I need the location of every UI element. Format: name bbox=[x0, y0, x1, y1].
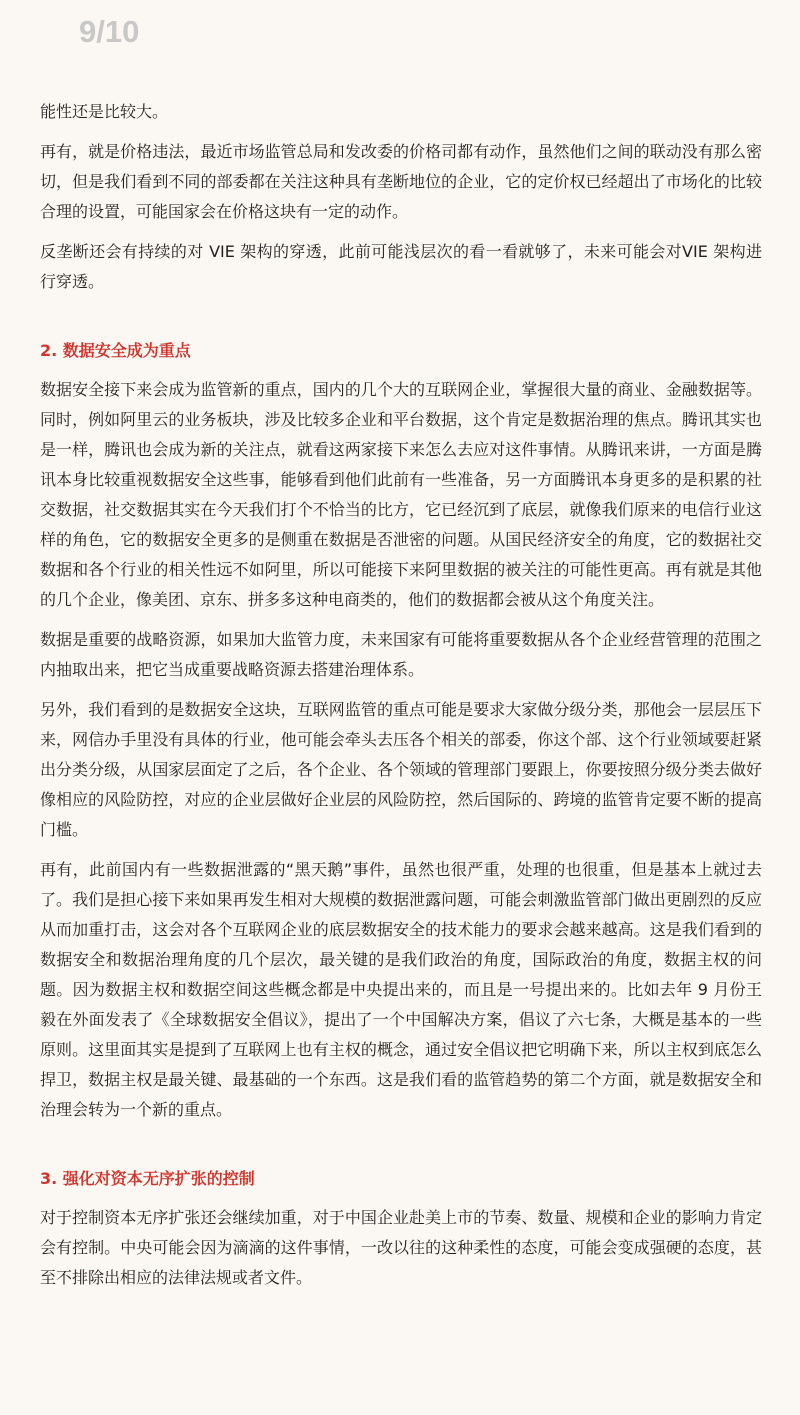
paragraph: 对于控制资本无序扩张还会继续加重，对于中国企业赴美上市的节奏、数量、规模和企业的影响力肯定会有控制。中央可能会因为滴滴的这件事情，一改以往的这种柔性的态度，可能会变成强硬的态度，甚至不排除出相应的法律法规或者文件。 bbox=[40, 1208, 762, 1287]
paragraph: 再有，就是价格违法，最近市场监管总局和发改委的价格司都有动作，虽然他们之间的联动没有那么密切，但是我们看到不同的部委都在关注这种具有垄断地位的企业，它的定价权已经超出了市场化的比较合理的设置，可能国家会在价格这块有一定的动作。 bbox=[40, 142, 762, 221]
paragraph: 再有，此前国内有一些数据泄露的“黑天鹅”事件，虽然也很严重，处理的也很重，但是基本上就过去了。我们是担心接下来如果再发生相对大规模的数据泄露问题，可能会刺激监管部门做出更剧烈的反应从而加重打击，这会对各个互联网企业的底层数据安全的技术能力的要求会越来越高。这是我们看到的数据安全和数据治理角度的几个层次，最关键的是我们政治的角度，国际政治的角度，数据主权的问题。因为数据主权和数据空间这些概念都是中央提出来的，而且是一号提出来的。比如去年 9 月份王毅在外面发表了《全球数据安全倡议》，提出了一个中国解决方案，倡议了六七条，大概是基本的一些原则。这里面其实是提到了互联网上也有主权的概念，通过安全倡议把它明确下来，所以主权到底怎么捍卫，数据主权是最关键、最基础的一个东西。这是我们看的监管趋势的第二个方面，就是数据安全和治理会转为一个新的重点。 bbox=[40, 860, 762, 1119]
document-body bbox=[40, 97, 762, 1303]
section-spacer bbox=[40, 1135, 762, 1164]
paragraph: 能性还是比较大。 bbox=[40, 102, 169, 121]
section-spacer bbox=[40, 307, 762, 336]
paragraph: 另外，我们看到的是数据安全这块，互联网监管的重点可能是要求大家做分级分类，那他会一层层压下来，网信办手里没有具体的行业，他可能会牵头去压各个相关的部委，你这个部、这个行业领域要赶紧出分类分级，从国家层面定了之后，各个企业、各个领域的管理部门要跟上，你要按照分级分类去做好像相应的风险防控，对应的企业层做好企业层的风险防控，然后国际的、跨境的监管肯定要不断的提高门槛。 bbox=[40, 700, 762, 839]
section-heading: 3. 强化对资本无序扩张的控制 bbox=[40, 1169, 255, 1188]
paragraph: 反垄断还会有持续的对 VIE 架构的穿透，此前可能浅层次的看一看就够了，未来可能会对VIE 架构进行穿透。 bbox=[40, 242, 762, 291]
paragraph: 数据是重要的战略资源，如果加大监管力度，未来国家有可能将重要数据从各个企业经营管理的范围之内抽取出来，把它当成重要战略资源去搭建治理体系。 bbox=[40, 630, 762, 679]
section-heading: 2. 数据安全成为重点 bbox=[40, 341, 191, 360]
page-number: 9/10 bbox=[79, 14, 140, 49]
paragraph: 数据安全接下来会成为监管新的重点，国内的几个大的互联网企业，掌握很大量的商业、金融数据等。同时，例如阿里云的业务板块，涉及比较多企业和平台数据，这个肯定是数据治理的焦点。腾讯其实也是一样，腾讯也会成为新的关注点，就看这两家接下来怎么去应对这件事情。从腾讯来讲，一方面是腾讯本身比较重视数据安全这些事，能够看到他们此前有一些准备，另一方面腾讯本身更多的是积累的社交数据，社交数据其实在今天我们打个不恰当的比方，它已经沉到了底层，就像我们原来的电信行业这样的角色，它的数据安全更多的是侧重在数据是否泄密的问题。从国民经济安全的角度，它的数据社交数据和各个行业的相关性远不如阿里，所以可能接下来阿里数据的被关注的可能性更高。再有就是其他的几个企业，像美团、京东、拼多多这种电商类的，他们的数据都会被从这个角度关注。 bbox=[40, 380, 762, 609]
